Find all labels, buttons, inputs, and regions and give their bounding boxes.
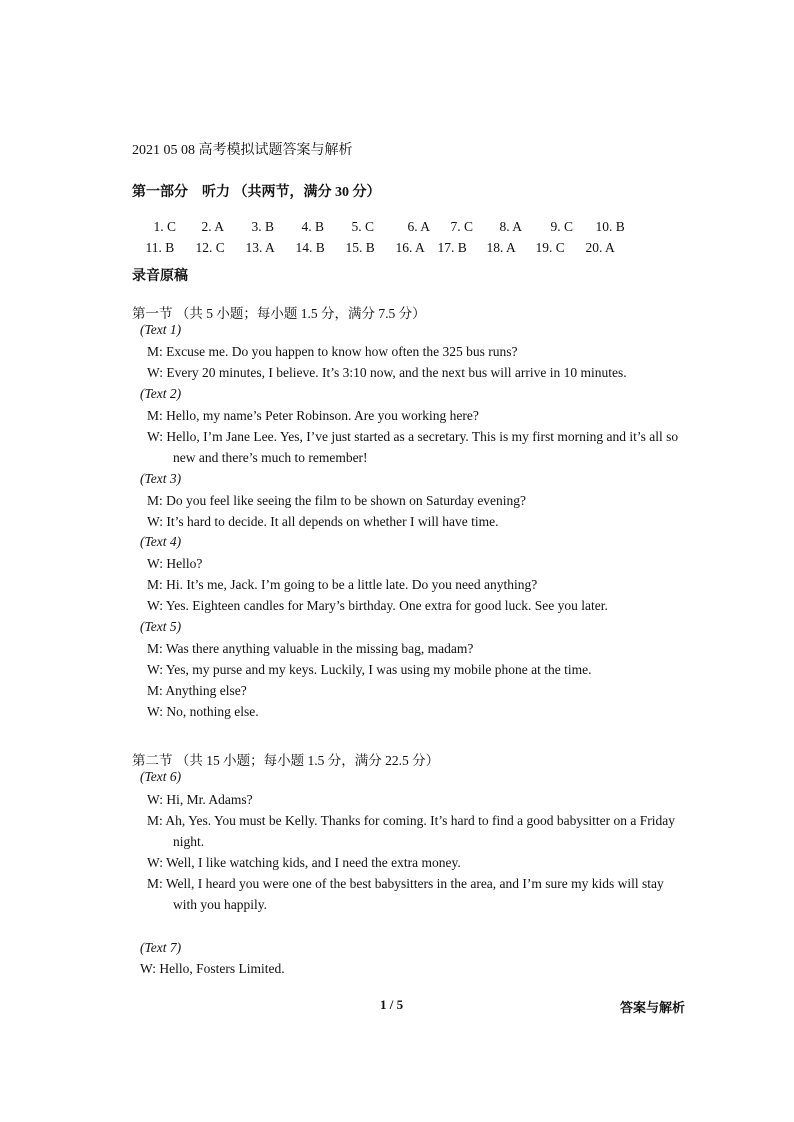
answer-item: 12. C: [195, 240, 225, 255]
text7-dialogue: [140, 958, 680, 979]
text6-label: (Text 6): [140, 769, 182, 784]
text1-label: (Text 1): [140, 322, 182, 337]
answer-item: 4. B: [301, 219, 325, 234]
dialogue-line: M: Excuse me. Do you happen to know how often the 325 bus runs?: [147, 344, 518, 359]
dialogue-line: W: Hello?: [147, 556, 203, 571]
text1-dialogue: [147, 341, 687, 383]
answer-item: 11. B: [145, 240, 175, 255]
answer-item: 20. A: [585, 240, 615, 255]
answer-item: 6. A: [407, 219, 431, 234]
dialogue-line: M: Well, I heard you were one of the best babysitters in the area, and I’m sure my kids will stay: [147, 876, 664, 891]
transcript-heading: 录音原稿: [132, 269, 188, 284]
dialogue-line: M: Hello, my name’s Peter Robinson. Are you working here?: [147, 408, 479, 423]
dialogue-line-continuation: new and there’s much to remember!: [173, 450, 368, 465]
dialogue-line: W: Every 20 minutes, I believe. It’s 3:10 now, and the next bus will arrive in 10 minutes.: [147, 365, 627, 380]
text4-dialogue: [147, 553, 687, 616]
dialogue-line: W: No, nothing else.: [147, 704, 259, 719]
dialogue-line: W: Hello, Fosters Limited.: [140, 961, 285, 976]
answer-item: 2. A: [201, 219, 225, 234]
answer-item: 16. A: [395, 240, 425, 255]
answer-item: 13. A: [245, 240, 275, 255]
dialogue-line: M: Anything else?: [147, 683, 247, 698]
dialogue-line: M: Was there anything valuable in the missing bag, madam?: [147, 641, 474, 656]
dialogue-line: W: Hello, I’m Jane Lee. Yes, I’ve just started as a secretary. This is my first morning and it’s all so: [147, 429, 679, 444]
answer-item: 17. B: [437, 240, 467, 255]
dialogue-line: W: Well, I like watching kids, and I need the extra money.: [147, 855, 461, 870]
section1-heading: 第一节 （共 5 小题；每小题 1.5 分，满分 7.5 分）: [132, 306, 426, 321]
text5-label: (Text 5): [140, 619, 182, 634]
text3-label: (Text 3): [140, 471, 182, 486]
answer-item: 10. B: [595, 219, 625, 234]
document-title: 2021 05 08 高考模拟试题答案与解析: [132, 143, 353, 158]
page-number: 1 / 5: [380, 997, 404, 1012]
dialogue-line: M: Do you feel like seeing the film to be shown on Saturday evening?: [147, 493, 527, 508]
dialogue-line: M: Hi. It’s me, Jack. I’m going to be a little late. Do you need anything?: [147, 577, 538, 592]
dialogue-line-continuation: night.: [173, 834, 205, 849]
dialogue-line: W: Yes, my purse and my keys. Luckily, I was using my mobile phone at the time.: [147, 662, 592, 677]
answer-item: 7. C: [450, 219, 474, 234]
text2-dialogue: [147, 405, 687, 468]
section2-heading: 第二节 （共 15 小题；每小题 1.5 分，满分 22.5 分）: [132, 753, 440, 768]
answer-item: 15. B: [345, 240, 375, 255]
text5-dialogue: [147, 638, 687, 722]
answer-item: 8. A: [499, 219, 523, 234]
answer-item: 5. C: [351, 219, 375, 234]
answer-item: 9. C: [550, 219, 574, 234]
answer-item: 18. A: [486, 240, 516, 255]
text6-dialogue: [147, 789, 687, 915]
text7-label: (Text 7): [140, 940, 182, 955]
text4-label: (Text 4): [140, 534, 182, 549]
dialogue-line: W: Yes. Eighteen candles for Mary’s birthday. One extra for good luck. See you later.: [147, 598, 608, 613]
footer-label: 答案与解析: [620, 1000, 686, 1015]
answer-item: 1. C: [153, 219, 177, 234]
part1-heading: 第一部分 听力 （共两节，满分 30 分）: [132, 185, 381, 200]
text3-dialogue: [147, 490, 687, 532]
dialogue-line-continuation: with you happily.: [173, 897, 267, 912]
answer-item: 19. C: [535, 240, 565, 255]
dialogue-line: M: Ah, Yes. You must be Kelly. Thanks for coming. It’s hard to find a good babysitter on a Friday: [147, 813, 675, 828]
text2-label: (Text 2): [140, 386, 182, 401]
dialogue-line: W: It’s hard to decide. It all depends on whether I will have time.: [147, 514, 499, 529]
answer-item: 14. B: [295, 240, 325, 255]
answers-row-2: [132, 224, 615, 272]
dialogue-line: W: Hi, Mr. Adams?: [147, 792, 253, 807]
answer-item: 3. B: [251, 219, 275, 234]
